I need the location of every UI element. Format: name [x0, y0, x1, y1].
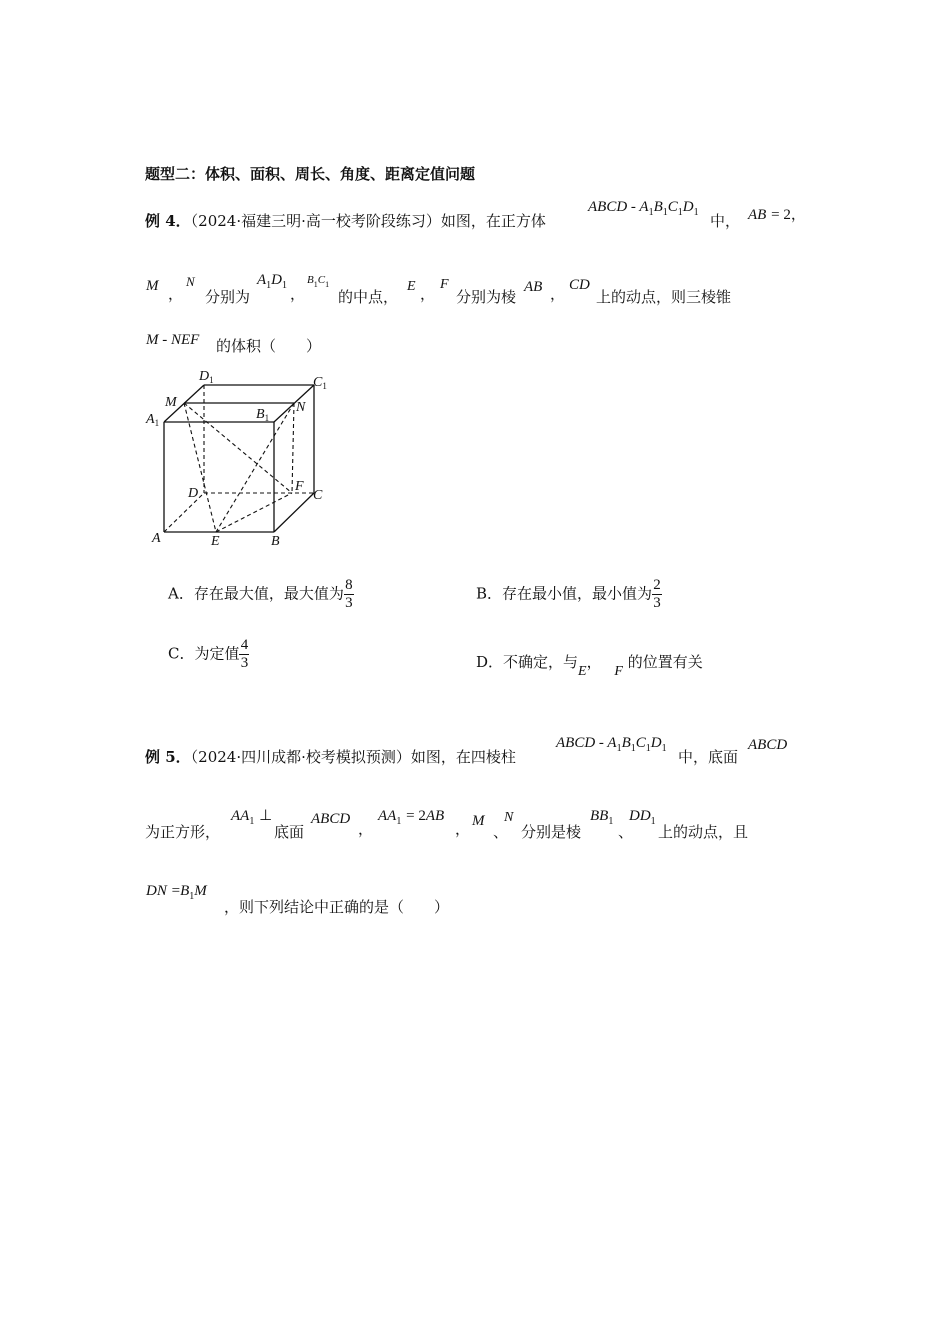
dimian-text: 底面: [274, 823, 305, 841]
comma: ，: [290, 285, 306, 303]
example-5-source: （2024·四川成都·校考模拟预测）如图，在四棱柱: [190, 748, 516, 766]
option-c[interactable]: C．为定值 $\frac{4}{3}$: [168, 637, 249, 671]
moving-text: 上的动点，则三棱锥: [596, 288, 732, 306]
example-5-label: 例 5．: [145, 748, 191, 766]
pyramid-mnef: M - NEF: [146, 332, 200, 348]
label-n: N: [296, 400, 306, 415]
option-d[interactable]: D．不确定，与E， F 的位置有关: [476, 653, 703, 679]
point-m: M: [146, 278, 159, 294]
point-m-5: M: [472, 813, 485, 829]
example-4-zhong: 中，: [710, 212, 741, 230]
question-tail-text: ，则下列结论中正确的是（ ）: [224, 898, 450, 916]
comma: ，: [168, 285, 184, 303]
segment-ab: AB: [524, 279, 543, 295]
example-5-line-1: [145, 746, 516, 767]
segment-b1c1: $B_1C_1$: [307, 274, 330, 289]
fraction-2-3: $\frac{2}{3}$: [653, 577, 661, 611]
comma: ，: [358, 820, 374, 838]
comma: ，: [455, 820, 471, 838]
dun: 、: [493, 823, 509, 841]
segment-mf: [184, 403, 292, 493]
example-5-zhong-dimian: 中，底面: [678, 748, 739, 766]
example-5-abcd: ABCD: [748, 737, 788, 753]
point-f: F: [440, 277, 449, 292]
segment-a1d1: $A_1D_1$: [257, 272, 288, 291]
point-n: N: [186, 274, 195, 289]
label-b: B: [271, 534, 280, 549]
section-title: 题型二：体积、面积、周长、角度、距离定值问题: [145, 165, 476, 183]
label-a: A: [152, 531, 161, 546]
label-e: E: [211, 534, 220, 549]
example-4-source: （2024·福建三明·高一校考阶段练习）如图，在正方体: [190, 212, 546, 230]
square-text: 为正方形，: [145, 823, 221, 841]
label-m: M: [165, 395, 177, 410]
segment-cd: CD: [569, 277, 590, 293]
example-4-prism: ABCD - $A_1B_1C_1D_1$: [588, 199, 699, 218]
fenbie-leng-text: 分别为棱: [456, 288, 517, 306]
segment-nf: [292, 403, 294, 493]
aa1-eq-2ab: $AA_1 = 2AB$: [378, 808, 445, 827]
label-d1: $D_1$: [199, 369, 214, 385]
comma: ，: [550, 285, 566, 303]
label-b1: $B_1$: [256, 407, 270, 423]
aa1-perp: $AA_1$ ⊥: [231, 808, 273, 827]
fraction-4-3: $\frac{4}{3}$: [240, 637, 249, 671]
example-4-ab-eq: AB = 2，: [748, 205, 806, 223]
abcd-base: ABCD: [311, 811, 351, 827]
segment-dd1: $DD_1$: [629, 808, 656, 827]
point-e: E: [407, 279, 416, 294]
dn-eq-b1m: DN $=B_1M$: [146, 883, 207, 902]
label-c1: $C_1$: [313, 375, 327, 391]
dun: 、: [618, 823, 634, 841]
comma: ，: [420, 285, 436, 303]
example-5-prism: ABCD - $A_1B_1C_1D_1$: [556, 735, 667, 754]
segment-bb1: $BB_1$: [590, 808, 614, 827]
option-a[interactable]: A．存在最大值，最大值为 $\frac{8}{3}$: [168, 577, 353, 611]
label-a1: $A_1$: [146, 412, 160, 428]
label-d: D: [188, 486, 199, 501]
cube-figure: [140, 362, 340, 554]
label-c: C: [313, 488, 323, 503]
label-f: F: [295, 479, 304, 494]
fenbie-text: 分别为: [205, 288, 251, 306]
point-n-5: N: [504, 810, 514, 825]
moving-tail-text: 上的动点，且: [658, 823, 749, 841]
volume-text: 的体积（ ）: [216, 337, 322, 355]
example-4-label: 例 4．: [145, 212, 191, 230]
fraction-8-3: $\frac{8}{3}$: [345, 577, 353, 611]
option-b[interactable]: B．存在最小值，最小值为 $\frac{2}{3}$: [476, 577, 661, 611]
example-4-line-1: [145, 210, 546, 231]
midpoint-text: 的中点，: [338, 288, 399, 306]
fenbie-shi-text: 分别是棱: [521, 823, 582, 841]
